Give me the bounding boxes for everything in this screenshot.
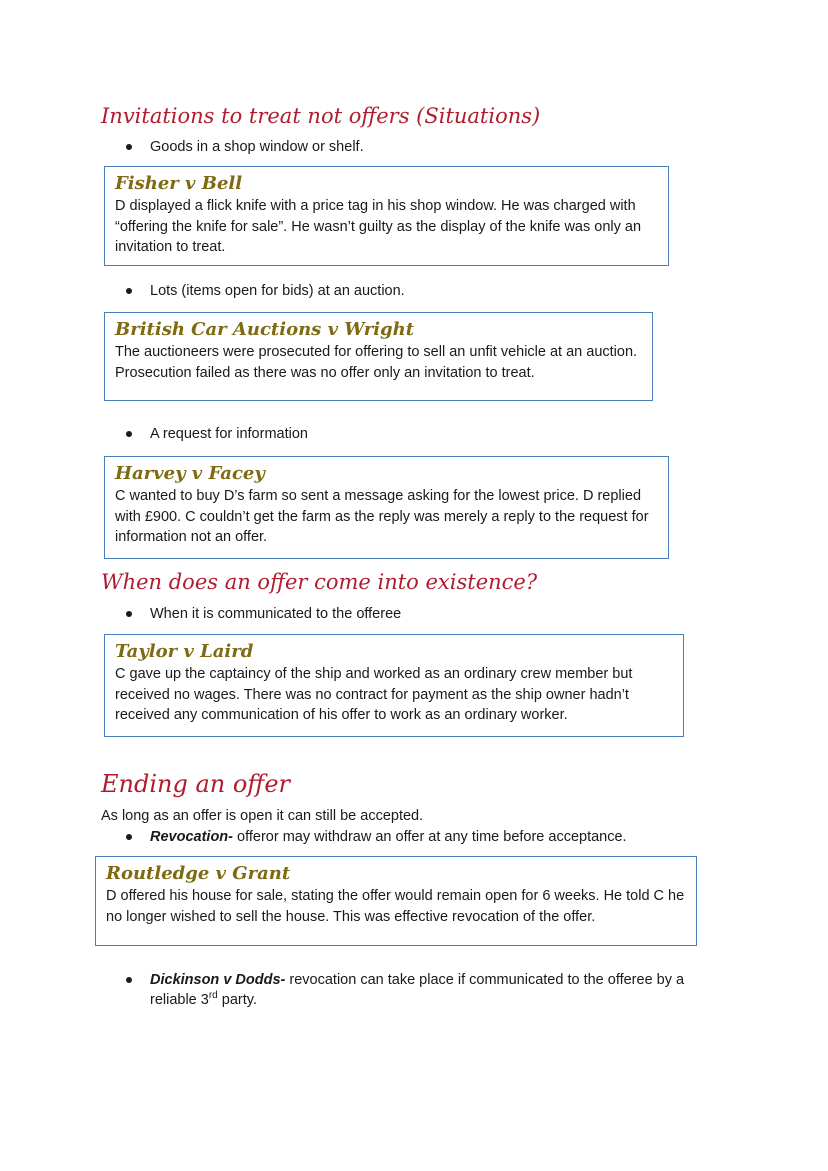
superscript: rd (208, 990, 218, 1002)
bullet-icon (126, 977, 132, 983)
case-body: D displayed a flick knife with a price tag in his shop window. He was charged with “offering the knife for sale”. He wasn’t guilty as the display of the knife was only an invitation to treat. (115, 198, 642, 255)
bullet-icon (126, 144, 132, 150)
bullet-desc: offeror may withdraw an offer at any time before acceptance. (233, 829, 627, 845)
case-box-harvey-v-facey (104, 456, 669, 559)
case-box-british-car-auctions-v-wright (104, 312, 653, 401)
bullet-term: Revocation- (150, 829, 233, 845)
bullet-desc: revocation can take place if communicated to the offeree by a reliable 3 (150, 972, 685, 1008)
bullet-text: When it is communicated to the offeree (150, 606, 402, 622)
bullet-text: Goods in a shop window or shelf. (150, 139, 364, 155)
case-title: Fisher v Bell (115, 173, 243, 194)
section-heading-ending: Ending an offer (101, 770, 290, 798)
bullet-icon (126, 431, 132, 437)
case-box-taylor-v-laird (104, 634, 684, 737)
section-heading-invitations: Invitations to treat not offers (Situations) (101, 104, 541, 128)
bullet-text (150, 970, 710, 1010)
case-box-routledge-v-grant (95, 856, 697, 946)
case-body: The auctioneers were prosecuted for offering to sell an unfit vehicle at an auction. Prosecution failed as there was no offer only an invitation to treat. (115, 344, 638, 381)
bullet-icon (126, 611, 132, 617)
case-title: Taylor v Laird (115, 641, 254, 662)
bullet-icon (126, 834, 132, 840)
case-title: British Car Auctions v Wright (115, 319, 415, 340)
section-heading-existence: When does an offer come into existence? (101, 570, 538, 594)
bullet-desc-end: party. (217, 992, 257, 1008)
case-body: C gave up the captaincy of the ship and worked as an ordinary crew member but received no wages. There was no contract for payment as the ship owner hadn’t received any communication of his offer to work as an ordinary worker. (115, 666, 633, 723)
case-box-fisher-v-bell (104, 166, 669, 266)
bullet-text (150, 827, 627, 847)
case-title: Routledge v Grant (106, 863, 291, 884)
bullet-text: A request for information (150, 426, 308, 442)
bullet-term: Dickinson v Dodds- (150, 972, 286, 988)
case-body: D offered his house for sale, stating the offer would remain open for 6 weeks. He told C he no longer wished to sell the house. This was effective revocation of the offer. (106, 888, 685, 925)
case-title: Harvey v Facey (115, 463, 265, 484)
bullet-text: Lots (items open for bids) at an auction. (150, 283, 405, 299)
bullet-icon (126, 288, 132, 294)
intro-text: As long as an offer is open it can still be accepted. (101, 808, 424, 824)
case-body: C wanted to buy D’s farm so sent a message asking for the lowest price. D replied with £900. C couldn’t get the farm as the reply was merely a reply to the request for information not an offer. (115, 488, 649, 545)
